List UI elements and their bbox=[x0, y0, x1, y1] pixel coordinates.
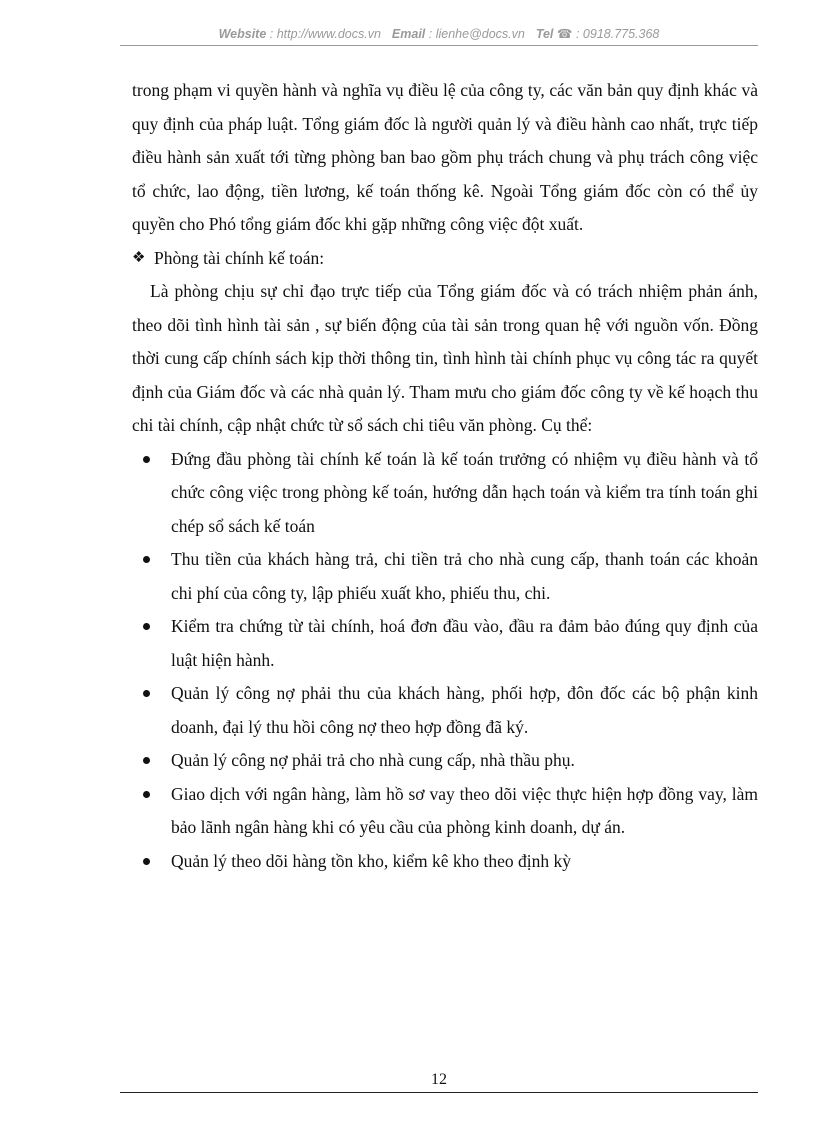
phone-icon: ☎ bbox=[556, 27, 573, 41]
email-value: : lienhe@docs.vn bbox=[428, 27, 525, 41]
list-item-text: Quản lý theo dõi hàng tồn kho, kiểm kê kho theo định kỳ bbox=[171, 850, 572, 871]
list-item bbox=[132, 443, 758, 544]
list-item-text: Quản lý công nợ phải thu của khách hàng, phối hợp, đôn đốc các bộ phận kinh doanh, đại lý thu hồi công nợ theo hợp đồng đã ký. bbox=[171, 683, 758, 737]
duties-list bbox=[132, 443, 758, 879]
bullet-dot-icon bbox=[143, 690, 150, 697]
list-item bbox=[132, 610, 758, 677]
bullet-dot-icon bbox=[143, 556, 150, 563]
document-body bbox=[132, 74, 758, 878]
list-item-text: Giao dịch với ngân hàng, làm hồ sơ vay theo dõi việc thực hiện hợp đồng vay, làm bảo lãnh ngân hàng khi có yêu cầu của phòng kinh doanh, dự án. bbox=[171, 783, 758, 837]
bullet-dot-icon bbox=[143, 757, 150, 764]
header-divider bbox=[120, 45, 758, 46]
list-item bbox=[132, 845, 758, 879]
page-number: 12 bbox=[431, 1071, 447, 1088]
page-header bbox=[120, 24, 758, 46]
list-item bbox=[132, 543, 758, 610]
tel-label: Tel bbox=[535, 27, 554, 41]
section-heading bbox=[132, 242, 758, 276]
bullet-dot-icon bbox=[143, 623, 150, 630]
section-heading-text: Phòng tài chính kế toán: bbox=[154, 247, 325, 268]
tel-value: : 0918.775.368 bbox=[575, 27, 660, 41]
list-item bbox=[132, 744, 758, 778]
bullet-dot-icon bbox=[143, 791, 150, 798]
section-paragraph: Là phòng chịu sự chỉ đạo trực tiếp của Tổng giám đốc và có trách nhiệm phản ánh, theo dõi tình hình tài sản , sự biến động của tài sản trong quan hệ với nguồn vốn. Đồng thời cung cấp chính sách kịp thời thông tin, tình hình tài chính phục vụ công tác ra quyết định của Giám đốc và các nhà quản lý. Tham mưu cho giám đốc công ty về kế hoạch thu chi tài chính, cập nhật chức từ sổ sách chi tiêu văn phòng. Cụ thể: bbox=[132, 281, 758, 435]
list-item bbox=[132, 677, 758, 744]
diamond-bullet-icon: ❖ bbox=[132, 249, 146, 266]
list-item-text: Đứng đầu phòng tài chính kế toán là kế toán trưởng có nhiệm vụ điều hành và tổ chức công việc trong phòng kế toán, hướng dẫn hạch toán và kiểm tra tính toán ghi chép sổ sách kế toán bbox=[171, 448, 758, 536]
bullet-dot-icon bbox=[143, 858, 150, 865]
intro-paragraph: trong phạm vi quyền hành và nghĩa vụ điều lệ của công ty, các văn bản quy định khác và quy định của pháp luật. Tổng giám đốc là người quản lý và điều hành cao nhất, trực tiếp điều hành sản xuất tới từng phòng ban bao gồm phụ trách chung và phụ trách công việc tổ chức, lao động, tiền lương, kế toán thống kê. Ngoài Tổng giám đốc còn có thể ủy quyền cho Phó tổng giám đốc khi gặp những công việc đột xuất. bbox=[132, 80, 758, 234]
bullet-dot-icon bbox=[143, 456, 150, 463]
email-label: Email bbox=[391, 27, 426, 41]
footer-divider bbox=[120, 1092, 758, 1093]
website-label: Website bbox=[218, 27, 267, 41]
list-item-text: Thu tiền của khách hàng trả, chi tiền trả cho nhà cung cấp, thanh toán các khoản chi phí của công ty, lập phiếu xuất kho, phiếu thu, chi. bbox=[171, 549, 758, 603]
website-value: : http://www.docs.vn bbox=[269, 27, 381, 41]
list-item bbox=[132, 778, 758, 845]
list-item-text: Quản lý công nợ phải trả cho nhà cung cấp, nhà thầu phụ. bbox=[171, 750, 575, 770]
list-item-text: Kiểm tra chứng từ tài chính, hoá đơn đầu vào, đầu ra đảm bảo đúng quy định của luật hiện hành. bbox=[171, 616, 758, 670]
